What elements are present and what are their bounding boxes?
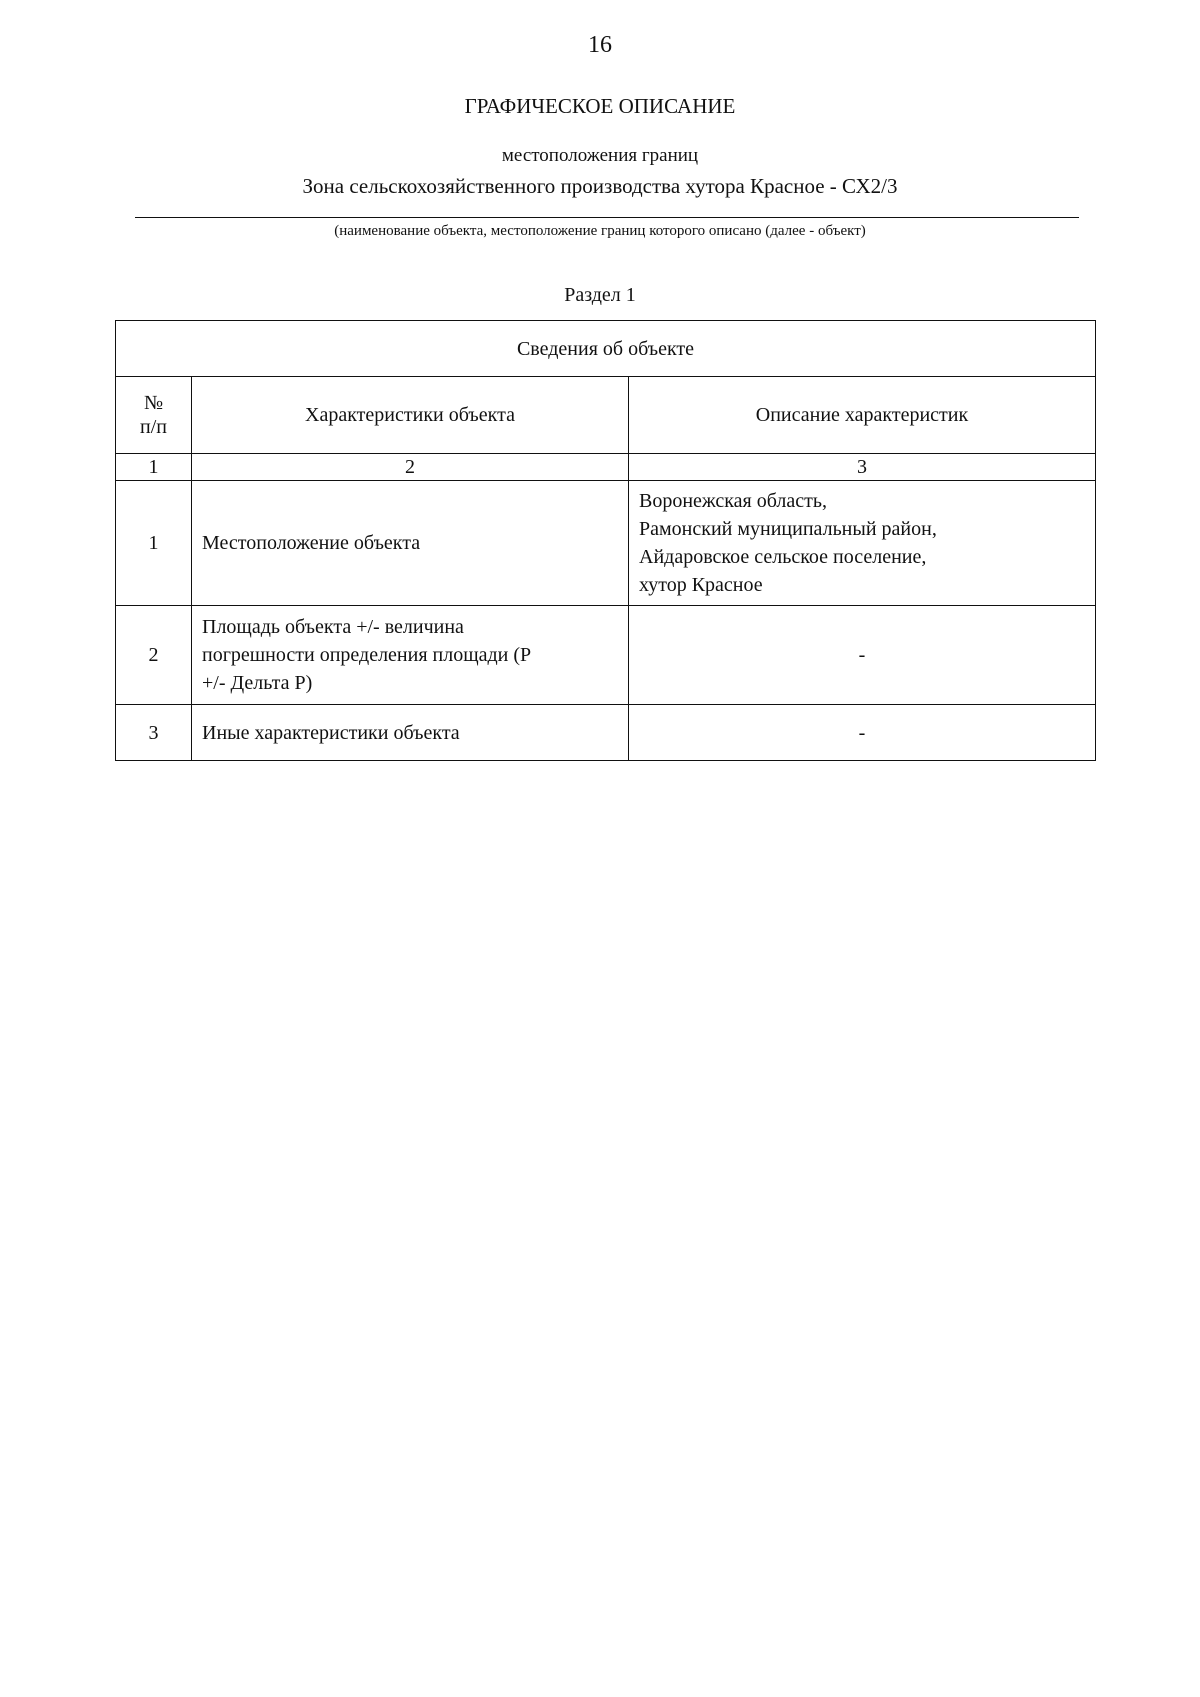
row-description: - xyxy=(629,606,1096,705)
header-num-line2: п/п xyxy=(140,416,167,438)
table-title-row xyxy=(116,321,1096,377)
row-characteristic: Местоположение объекта xyxy=(192,481,629,606)
header-num-line1: № xyxy=(143,392,164,414)
document-title: ГРАФИЧЕСКОЕ ОПИСАНИЕ xyxy=(464,94,736,118)
column-index-1: 1 xyxy=(116,454,192,481)
object-name-caption: (наименование объекта, местоположение границ которого описано (далее - объект) xyxy=(334,223,866,239)
description-line: Айдаровское сельское поселение, xyxy=(639,546,927,568)
row-description xyxy=(629,481,1096,606)
page-number: 16 xyxy=(588,32,612,58)
row-number: 1 xyxy=(116,481,192,606)
column-index-row xyxy=(116,454,1096,481)
row-number: 2 xyxy=(116,606,192,705)
characteristic-line: погрешности определения площади (P xyxy=(202,644,532,666)
object-name-underline xyxy=(135,217,1079,218)
header-num xyxy=(116,377,192,454)
row-description: - xyxy=(629,705,1096,761)
row-characteristic: Иные характеристики объекта xyxy=(192,705,629,761)
column-index-3: 3 xyxy=(629,454,1096,481)
characteristic-line: Площадь объекта +/- величина xyxy=(202,616,464,638)
table-row xyxy=(116,606,1096,705)
section-label: Раздел 1 xyxy=(564,284,636,306)
column-index-2: 2 xyxy=(192,454,629,481)
table-row xyxy=(116,705,1096,761)
header-description: Описание характеристик xyxy=(629,377,1096,454)
table-row xyxy=(116,481,1096,606)
row-characteristic xyxy=(192,606,629,705)
table-header-row xyxy=(116,377,1096,454)
object-info-table xyxy=(115,320,1096,761)
row-number: 3 xyxy=(116,705,192,761)
object-name: Зона сельскохозяйственного производства хутора Красное - СХ2/3 xyxy=(302,174,898,198)
table-title: Сведения об объекте xyxy=(116,321,1096,377)
description-line: Рамонский муниципальный район, xyxy=(639,518,937,540)
header-characteristics: Характеристики объекта xyxy=(192,377,629,454)
characteristic-line: +/- Дельта P) xyxy=(202,672,313,694)
description-line: хутор Красное xyxy=(639,574,763,596)
description-line: Воронежская область, xyxy=(639,490,828,512)
document-subtitle: местоположения границ xyxy=(501,145,699,166)
